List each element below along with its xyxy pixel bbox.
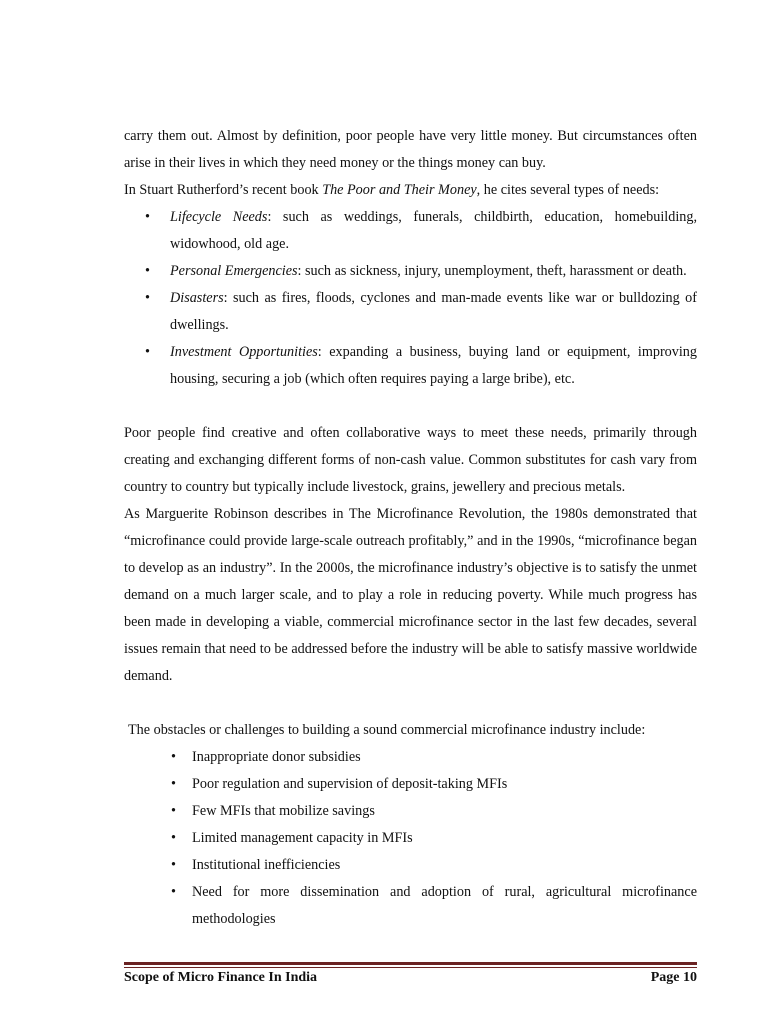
- list-item: [124, 339, 697, 393]
- list-item: [124, 285, 697, 339]
- needs-intro: [124, 177, 697, 204]
- footer-divider: [124, 962, 697, 968]
- need-text: : such as fires, floods, cyclones and man-made events like war or bulldozing of dwellings.: [170, 290, 697, 333]
- needs-intro-suffix: , he cites several types of needs:: [476, 182, 660, 198]
- paragraph-1: carry them out. Almost by definition, poor people have very little money. But circumstances often arise in their lives in which they need money or the things money can buy.: [124, 128, 697, 171]
- list-item: [124, 204, 697, 258]
- paragraph-2: Poor people find creative and often collaborative ways to meet these needs, primarily through creating and exchanging different forms of non-cash value. Common substitutes for cash vary from country to country but typically include livestock, grains, jewellery and precious metals.: [124, 425, 697, 495]
- needs-intro-prefix: In Stuart Rutherford’s recent book: [124, 182, 323, 198]
- need-term: Lifecycle Needs: [170, 209, 268, 225]
- need-text: : such as weddings, funerals, childbirth, education, homebuilding, widowhood, old age.: [170, 209, 698, 252]
- obstacles-intro: The obstacles or challenges to building a sound commercial microfinance industry include:: [128, 722, 646, 738]
- list-item: • Limited management capacity in MFIs: [124, 825, 697, 852]
- need-text: : such as sickness, injury, unemployment, theft, harassment or death.: [297, 263, 687, 279]
- list-item: • Inappropriate donor subsidies: [124, 744, 697, 771]
- needs-list: [124, 204, 697, 393]
- page-footer: [124, 970, 697, 986]
- list-item: • Poor regulation and supervision of deposit-taking MFIs: [124, 771, 697, 798]
- spacer: [124, 393, 697, 420]
- page-number: Page 10: [650, 970, 697, 985]
- list-item: [124, 258, 697, 285]
- need-term: Disasters: [170, 290, 224, 306]
- need-text: : expanding a business, buying land or equipment, improving housing, securing a job (which often requires paying a large bribe), etc.: [170, 344, 697, 387]
- need-term: Personal Emergencies: [170, 263, 298, 279]
- spacer: [124, 690, 697, 717]
- page-body: [124, 123, 697, 933]
- obstacles-list: [124, 744, 697, 933]
- list-item: • Need for more dissemination and adoption of rural, agricultural microfinance methodologies: [124, 879, 697, 933]
- list-item: • Institutional inefficiencies: [124, 852, 697, 879]
- need-term: Investment Opportunities: [170, 344, 318, 360]
- footer-title: Scope of Micro Finance In India: [124, 970, 318, 985]
- paragraph-3: As Marguerite Robinson describes in The Microfinance Revolution, the 1980s demonstrated that “microfinance could provide large-scale outreach profitably,” and in the 1990s, “microfinance began to develop as an industry”. In the 2000s, the microfinance industry’s objective is to satisfy the unmet demand on a much larger scale, and to play a role in reducing poverty. While much progress has been made in developing a viable, commercial microfinance sector in the last few decades, several issues remain that need to be addressed before the industry will be able to satisfy massive worldwide demand.: [124, 506, 697, 684]
- list-item: • Few MFIs that mobilize savings: [124, 798, 697, 825]
- book-title: The Poor and Their Money: [322, 182, 477, 198]
